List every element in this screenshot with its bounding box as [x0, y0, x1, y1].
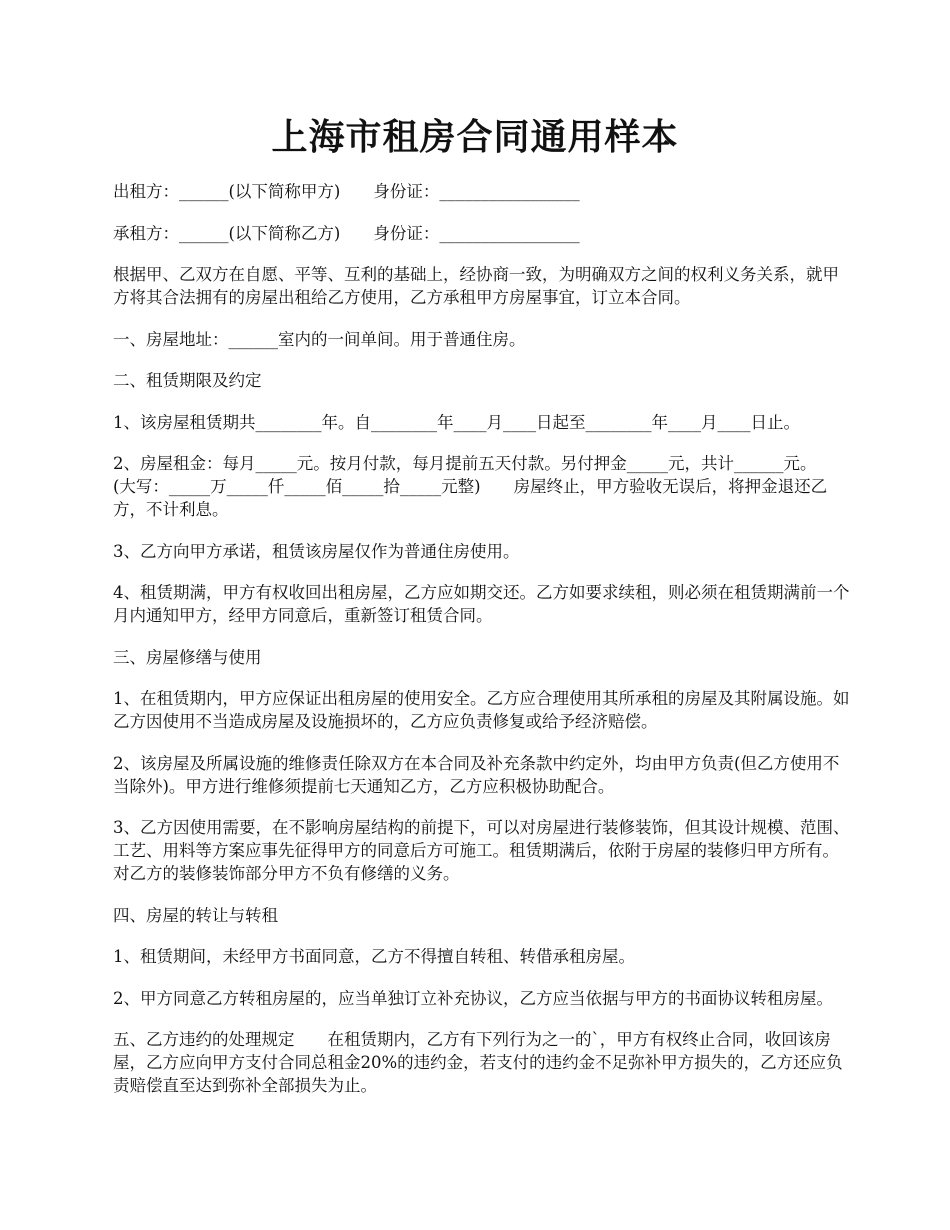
- section-5-paragraph: 五、乙方违约的处理规定 在租赁期内，乙方有下列行为之一的`，甲方有权终止合同，收回该房屋，乙方应向甲方支付合同总租金20%的违约金，若支付的违约金不足弥补甲方损失的，乙方还应负责赔偿直至达到弥补全部损失为止。: [113, 1030, 843, 1095]
- section-3-heading: 三、房屋修缮与使用: [113, 647, 262, 667]
- clause-3-1: 1、在租赁期内，甲方应保证出租房屋的使用安全。乙方应合理使用其所承租的房屋及其附属设施。如乙方因使用不当造成房屋及设施损坏的，乙方应负责修复或给予经济赔偿。: [113, 689, 850, 731]
- clause-2-3: 3、乙方向甲方承诺，租赁该房屋仅作为普通住房使用。: [113, 541, 520, 561]
- clause-2-2: 2、房屋租金：每月_____元。按月付款，每月提前五天付款。另付押金_____元，共计______元。 (大写：_____万_____仟_____佰_____拾_____元整) 房屋终止，甲方验收无误后，将押金退还乙方，不计利息。: [113, 454, 842, 519]
- lessee-line: 承租方：______(以下简称乙方) 身份证：_________________: [113, 223, 580, 243]
- clause-2-4: 4、租赁期满，甲方有权收回出租房屋，乙方应如期交还。乙方如要求续租，则必须在租赁期满前一个月内通知甲方，经甲方同意后，重新签订租赁合同。: [113, 583, 850, 625]
- section-2-heading: 二、租赁期限及约定: [113, 371, 262, 390]
- section-4-heading: 四、房屋的转让与转租: [113, 905, 278, 925]
- document-title: 上海市租房合同通用样本: [271, 116, 679, 158]
- clause-2-1: 1、该房屋租赁期共________年。自________年____月____日起至________年____月____日止。: [113, 412, 800, 432]
- document-body: [113, 180, 853, 1116]
- section-1-address: 一、房屋地址：______室内的一间单间。用于普通住房。: [113, 329, 526, 349]
- clause-4-2: 2、甲方同意乙方转租房屋的，应当单独订立补充协议，乙方应当依据与甲方的书面协议转租房屋。: [113, 988, 833, 1008]
- clause-3-2: 2、该房屋及所属设施的维修责任除双方在本合同及补充条款中约定外，均由甲方负责(但乙方使用不当除外)。甲方进行维修须提前七天通知乙方，乙方应积极协助配合。: [113, 753, 840, 796]
- lessor-line: 出租方：______(以下简称甲方) 身份证：_________________: [113, 182, 580, 201]
- clause-4-1: 1、租赁期间，未经甲方书面同意，乙方不得擅自转租、转借承租房屋。: [113, 947, 635, 966]
- preamble-paragraph: 根据甲、乙双方在自愿、平等、互利的基础上，经协商一致，为明确双方之间的权利义务关系，就甲方将其合法拥有的房屋出租给乙方使用，乙方承租甲方房屋事宜，订立本合同。: [113, 265, 839, 307]
- clause-3-3: 3、乙方因使用需要，在不影响房屋结构的前提下，可以对房屋进行装修装饰，但其设计规模、范围、工艺、用料等方案应事先征得甲方的同意后方可施工。租赁期满后，依附于房屋的装修归甲方所有。对乙方的装修装饰部分甲方不负有修缮的义务。: [113, 818, 850, 883]
